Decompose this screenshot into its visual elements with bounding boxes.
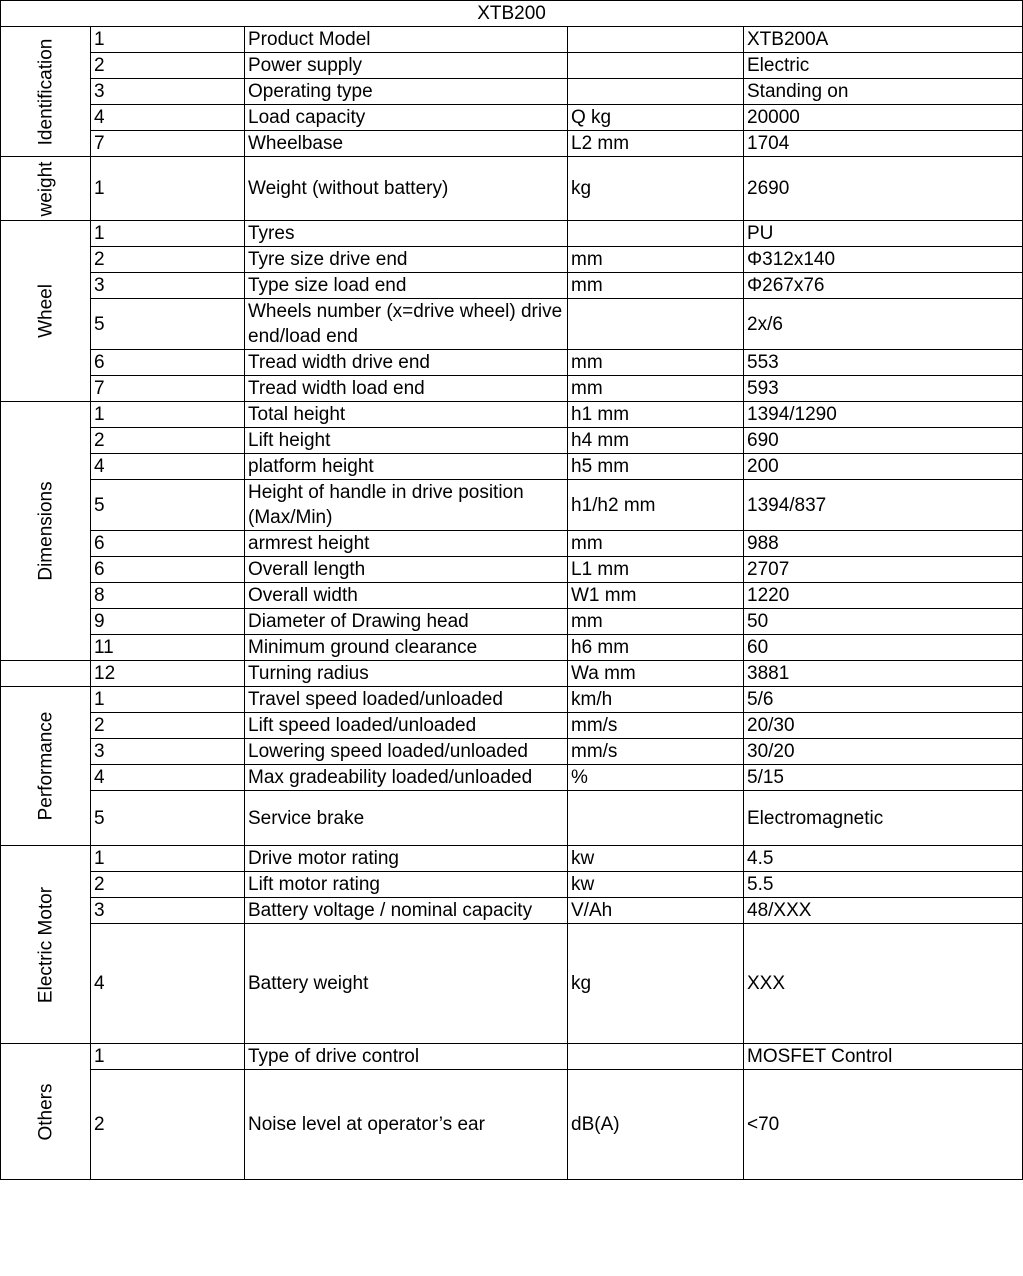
item-name-cell: Lift height — [245, 428, 568, 454]
item-name-cell: Tread width drive end — [245, 350, 568, 376]
row-number-cell: 4 — [91, 924, 245, 1044]
unit-cell — [568, 53, 744, 79]
table-row — [1, 583, 1023, 609]
value-cell: 48/XXX — [744, 898, 1023, 924]
row-number-cell: 9 — [91, 609, 245, 635]
unit-cell: mm — [568, 376, 744, 402]
category-label: Others — [35, 1082, 56, 1141]
item-name-cell: Lift speed loaded/unloaded — [245, 713, 568, 739]
item-name-cell: Lowering speed loaded/unloaded — [245, 739, 568, 765]
table-row — [1, 609, 1023, 635]
table-row — [1, 557, 1023, 583]
table-row — [1, 53, 1023, 79]
value-cell: 20000 — [744, 105, 1023, 131]
table-row — [1, 157, 1023, 221]
unit-cell: W1 mm — [568, 583, 744, 609]
unit-cell — [568, 299, 744, 350]
row-number-cell: 7 — [91, 376, 245, 402]
table-row — [1, 1070, 1023, 1180]
value-cell: 200 — [744, 454, 1023, 480]
row-number-cell: 6 — [91, 531, 245, 557]
table-row — [1, 79, 1023, 105]
item-name-cell: Noise level at operator’s ear — [245, 1070, 568, 1180]
table-row — [1, 273, 1023, 299]
value-cell: PU — [744, 221, 1023, 247]
table-row — [1, 299, 1023, 350]
value-cell: 1704 — [744, 131, 1023, 157]
row-number-cell: 6 — [91, 350, 245, 376]
row-number-cell: 1 — [91, 157, 245, 221]
table-row — [1, 454, 1023, 480]
row-number-cell: 4 — [91, 765, 245, 791]
table-row — [1, 350, 1023, 376]
item-name-cell: Max gradeability loaded/unloaded — [245, 765, 568, 791]
item-name-cell: Minimum ground clearance — [245, 635, 568, 661]
row-number-cell: 5 — [91, 480, 245, 531]
category-cell — [1, 402, 91, 661]
row-number-cell: 4 — [91, 454, 245, 480]
category-label: Wheel — [35, 284, 56, 338]
unit-cell: Q kg — [568, 105, 744, 131]
item-name-cell: Weight (without battery) — [245, 157, 568, 221]
row-number-cell: 4 — [91, 105, 245, 131]
value-cell: 1394/837 — [744, 480, 1023, 531]
item-name-cell: Overall length — [245, 557, 568, 583]
category-cell — [1, 661, 91, 687]
value-cell: 5/6 — [744, 687, 1023, 713]
value-cell: XTB200A — [744, 27, 1023, 53]
value-cell: 20/30 — [744, 713, 1023, 739]
table-row — [1, 131, 1023, 157]
item-name-cell: Lift motor rating — [245, 872, 568, 898]
table-row — [1, 846, 1023, 872]
value-cell: 988 — [744, 531, 1023, 557]
value-cell: 5/15 — [744, 765, 1023, 791]
value-cell: Standing on — [744, 79, 1023, 105]
unit-cell: kw — [568, 846, 744, 872]
unit-cell: L1 mm — [568, 557, 744, 583]
item-name-cell: platform height — [245, 454, 568, 480]
unit-cell: mm/s — [568, 713, 744, 739]
row-number-cell: 2 — [91, 247, 245, 273]
row-number-cell: 1 — [91, 402, 245, 428]
row-number-cell: 3 — [91, 273, 245, 299]
value-cell: Φ312x140 — [744, 247, 1023, 273]
item-name-cell: Service brake — [245, 791, 568, 846]
item-name-cell: Tyre size drive end — [245, 247, 568, 273]
value-cell: 553 — [744, 350, 1023, 376]
table-row — [1, 1044, 1023, 1070]
row-number-cell: 1 — [91, 221, 245, 247]
value-cell: 1220 — [744, 583, 1023, 609]
unit-cell: dB(A) — [568, 1070, 744, 1180]
table-row — [1, 221, 1023, 247]
item-name-cell: armrest height — [245, 531, 568, 557]
value-cell: 4.5 — [744, 846, 1023, 872]
item-name-cell: Travel speed loaded/unloaded — [245, 687, 568, 713]
unit-cell: V/Ah — [568, 898, 744, 924]
value-cell: 690 — [744, 428, 1023, 454]
unit-cell: kg — [568, 157, 744, 221]
value-cell: <70 — [744, 1070, 1023, 1180]
unit-cell: Wa mm — [568, 661, 744, 687]
row-number-cell: 6 — [91, 557, 245, 583]
table-row — [1, 687, 1023, 713]
category-label: weight — [35, 161, 56, 216]
item-name-cell: Tyres — [245, 221, 568, 247]
item-name-cell: Diameter of Drawing head — [245, 609, 568, 635]
row-number-cell: 8 — [91, 583, 245, 609]
item-name-cell: Operating type — [245, 79, 568, 105]
item-name-cell: Load capacity — [245, 105, 568, 131]
value-cell: Φ267x76 — [744, 273, 1023, 299]
category-label: Dimensions — [35, 481, 56, 581]
value-cell: 3881 — [744, 661, 1023, 687]
value-cell: 2x/6 — [744, 299, 1023, 350]
item-name-cell: Battery weight — [245, 924, 568, 1044]
value-cell: 593 — [744, 376, 1023, 402]
item-name-cell: Wheelbase — [245, 131, 568, 157]
value-cell: 2690 — [744, 157, 1023, 221]
row-number-cell: 5 — [91, 791, 245, 846]
category-label: Identification — [35, 38, 56, 145]
value-cell: Electromagnetic — [744, 791, 1023, 846]
category-cell — [1, 27, 91, 157]
category-cell — [1, 1044, 91, 1180]
table-row — [1, 713, 1023, 739]
row-number-cell: 1 — [91, 687, 245, 713]
table-title: XTB200 — [1, 1, 1023, 27]
row-number-cell: 7 — [91, 131, 245, 157]
table-row — [1, 661, 1023, 687]
category-cell — [1, 846, 91, 1044]
unit-cell: km/h — [568, 687, 744, 713]
unit-cell: h1/h2 mm — [568, 480, 744, 531]
row-number-cell: 11 — [91, 635, 245, 661]
table-row — [1, 872, 1023, 898]
item-name-cell: Tread width load end — [245, 376, 568, 402]
table-row — [1, 27, 1023, 53]
unit-cell: kw — [568, 872, 744, 898]
value-cell: 5.5 — [744, 872, 1023, 898]
category-cell — [1, 687, 91, 846]
table-row — [1, 791, 1023, 846]
unit-cell: h4 mm — [568, 428, 744, 454]
row-number-cell: 2 — [91, 428, 245, 454]
unit-cell — [568, 221, 744, 247]
row-number-cell: 5 — [91, 299, 245, 350]
row-number-cell: 2 — [91, 1070, 245, 1180]
table-row — [1, 402, 1023, 428]
value-cell: 50 — [744, 609, 1023, 635]
row-number-cell: 3 — [91, 898, 245, 924]
unit-cell: h1 mm — [568, 402, 744, 428]
value-cell: Electric — [744, 53, 1023, 79]
table-row — [1, 376, 1023, 402]
unit-cell: % — [568, 765, 744, 791]
value-cell: 2707 — [744, 557, 1023, 583]
unit-cell — [568, 791, 744, 846]
unit-cell: kg — [568, 924, 744, 1044]
value-cell: 1394/1290 — [744, 402, 1023, 428]
row-number-cell: 3 — [91, 739, 245, 765]
table-row — [1, 531, 1023, 557]
table-row — [1, 635, 1023, 661]
table-row — [1, 428, 1023, 454]
item-name-cell: Drive motor rating — [245, 846, 568, 872]
row-number-cell: 2 — [91, 713, 245, 739]
unit-cell: L2 mm — [568, 131, 744, 157]
row-number-cell: 1 — [91, 1044, 245, 1070]
item-name-cell: Type of drive control — [245, 1044, 568, 1070]
item-name-cell: Turning radius — [245, 661, 568, 687]
unit-cell: h6 mm — [568, 635, 744, 661]
item-name-cell: Battery voltage / nominal capacity — [245, 898, 568, 924]
item-name-cell: Product Model — [245, 27, 568, 53]
table-row — [1, 898, 1023, 924]
row-number-cell: 2 — [91, 872, 245, 898]
unit-cell: mm/s — [568, 739, 744, 765]
value-cell: XXX — [744, 924, 1023, 1044]
category-label: Performance — [35, 711, 56, 821]
unit-cell: mm — [568, 350, 744, 376]
value-cell: 30/20 — [744, 739, 1023, 765]
row-number-cell: 1 — [91, 27, 245, 53]
category-cell — [1, 157, 91, 221]
item-name-cell: Total height — [245, 402, 568, 428]
title-row — [1, 1, 1023, 27]
unit-cell: h5 mm — [568, 454, 744, 480]
unit-cell — [568, 27, 744, 53]
table-row — [1, 247, 1023, 273]
row-number-cell: 2 — [91, 53, 245, 79]
row-number-cell: 12 — [91, 661, 245, 687]
item-name-cell: Type size load end — [245, 273, 568, 299]
unit-cell: mm — [568, 531, 744, 557]
category-label: Electric Motor — [35, 886, 56, 1003]
item-name-cell: Overall width — [245, 583, 568, 609]
table-row — [1, 739, 1023, 765]
unit-cell: mm — [568, 247, 744, 273]
value-cell: 60 — [744, 635, 1023, 661]
table-row — [1, 765, 1023, 791]
category-cell — [1, 221, 91, 402]
row-number-cell: 3 — [91, 79, 245, 105]
unit-cell — [568, 79, 744, 105]
item-name-cell: Wheels number (x=drive wheel) drive end/load end — [245, 299, 568, 350]
item-name-cell: Height of handle in drive position (Max/Min) — [245, 480, 568, 531]
table-row — [1, 924, 1023, 1044]
table-row — [1, 105, 1023, 131]
item-name-cell: Power supply — [245, 53, 568, 79]
value-cell: MOSFET Control — [744, 1044, 1023, 1070]
unit-cell: mm — [568, 609, 744, 635]
unit-cell: mm — [568, 273, 744, 299]
table-row — [1, 480, 1023, 531]
unit-cell — [568, 1044, 744, 1070]
row-number-cell: 1 — [91, 846, 245, 872]
